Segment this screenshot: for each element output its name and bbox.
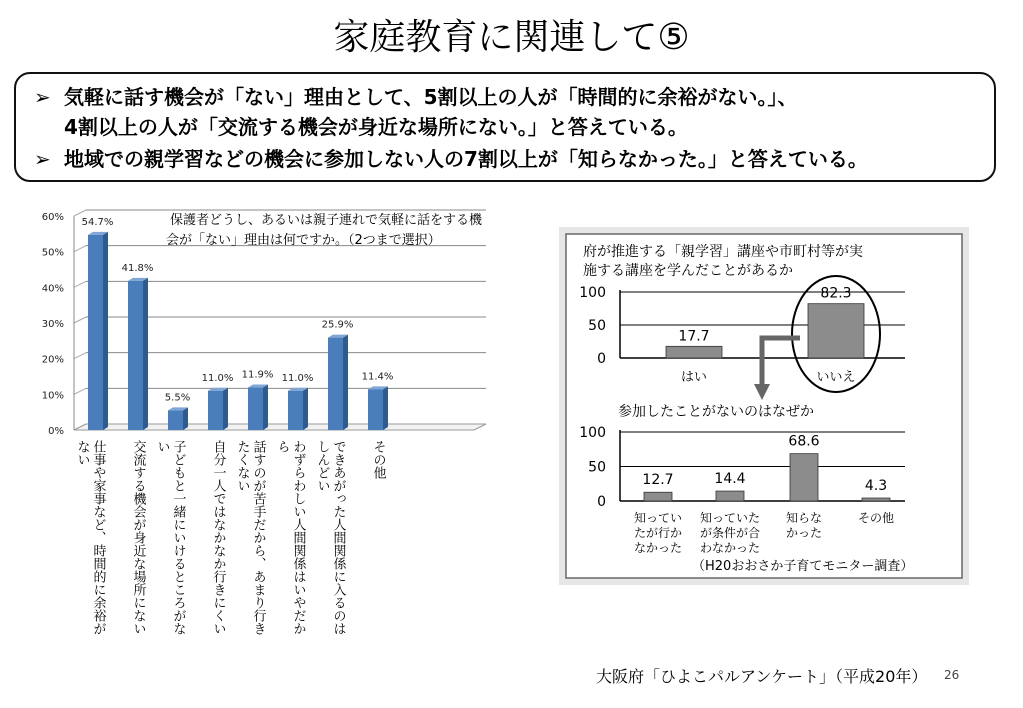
inset-2-y-tick: 0 — [597, 494, 606, 510]
inset-2-category-label: 知ってい — [633, 511, 683, 525]
x-category-label: い — [154, 440, 170, 453]
y-tick-label: 50% — [41, 247, 64, 259]
x-category-label: 子どもと一緒にいけるところがな — [170, 440, 186, 635]
inset-2-category-label: その他 — [857, 511, 895, 525]
y-tick-label: 60% — [41, 212, 64, 223]
y-tick-label: 30% — [41, 319, 64, 330]
bar-value-label: 25.9% — [321, 319, 354, 331]
y-tick-label: 40% — [41, 283, 64, 295]
x-category-label: 話すのが苦手だから、あまり行き — [250, 440, 266, 635]
bar-value-label: 11.0% — [201, 372, 234, 384]
x-category-label: 交流する機会が身近な場所にない — [130, 440, 146, 635]
page-number: 26 — [944, 668, 960, 682]
inset-2-bar — [644, 492, 672, 501]
bullet-1-line-1: 気軽に話す機会が「ない」理由として、5割以上の人が「時間的に余裕がない。」、 — [64, 85, 798, 109]
inset-chart-2-title: 参加したことがないのはなぜか — [618, 404, 814, 420]
bar-value-label: 5.5% — [164, 392, 191, 404]
inset-2-category-label: が条件が合 — [699, 526, 761, 540]
x-category-label: わずらわしい人間関係はいやだか — [290, 440, 306, 635]
inset-2-bar — [862, 498, 890, 501]
inset-2-value-label: 12.7 — [642, 472, 674, 489]
inset-2-category-label: なかった — [633, 541, 683, 555]
y-tick-label: 10% — [41, 390, 64, 402]
inset-2-y-tick: 100 — [579, 425, 606, 441]
inset-chart-1-title-line-2: 施する講座を学んだことがあるか — [583, 263, 793, 279]
inset-2-category-label: かった — [785, 526, 823, 540]
y-tick-label: 20% — [41, 354, 64, 366]
inset-survey-note: （H20おおさか子育てモニター調査） — [692, 559, 914, 574]
inset-2-category-label: たが行か — [633, 526, 683, 540]
bar-value-label: 41.8% — [121, 262, 154, 274]
bar-value-label: 11.0% — [281, 372, 314, 384]
inset-chart-1-title-line-1: 府が推進する「親学習」講座や市町村等が実 — [583, 244, 863, 260]
x-category-label: しんどい — [314, 440, 330, 492]
inset-2-bar — [790, 454, 818, 501]
x-category-label: その他 — [370, 440, 386, 479]
inset-2-value-label: 68.6 — [788, 433, 820, 450]
inset-2-value-label: 14.4 — [714, 471, 746, 488]
source-note: 大阪府「ひよこパルアンケート」（平成20年） — [596, 667, 928, 686]
inset-2-category-label: 知っていた — [699, 511, 761, 525]
bar-value-label: 11.4% — [361, 371, 394, 383]
bullet-1-line-2: 4割以上の人が「交流する機会が身近な場所にない。」と答えている。 — [64, 115, 688, 139]
inset-1-y-tick: 100 — [579, 285, 606, 301]
inset-1-bar — [808, 304, 864, 358]
inset-1-value-label: 82.3 — [820, 285, 852, 302]
inset-1-value-label: 17.7 — [678, 328, 710, 345]
bullet-arrow-icon: ➢ — [34, 85, 51, 109]
slide-title: 家庭教育に関連して⑤ — [333, 17, 690, 58]
bar-value-label: 11.9% — [241, 369, 274, 381]
inset-1-y-tick: 50 — [588, 318, 606, 334]
bullet-arrow-icon: ➢ — [34, 147, 51, 171]
inset-2-y-tick: 50 — [588, 459, 606, 476]
inset-1-y-tick: 0 — [597, 351, 606, 367]
x-category-label: 自分一人ではなかなか行きにくい — [210, 440, 226, 635]
bar-value-label: 54.7% — [81, 216, 114, 228]
x-category-label: 仕事や家事など、時間的に余裕が — [90, 440, 106, 635]
x-category-label: ら — [274, 440, 290, 453]
x-category-label: ない — [74, 440, 90, 466]
inset-2-value-label: 4.3 — [864, 478, 888, 495]
bullet-2-text: 地域での親学習などの機会に参加しない人の7割以上が「知らなかった。」と答えている。 — [64, 147, 868, 171]
inset-2-category-label: 知らな — [785, 511, 823, 525]
inset-2-category-label: わなかった — [699, 541, 761, 555]
chart-title-line-2: 会が「ない」理由は何ですか。（2つまで選択） — [166, 233, 441, 248]
x-category-label: たくない — [234, 440, 250, 492]
inset-2-bar — [716, 491, 744, 501]
y-tick-label: 0% — [48, 426, 64, 437]
inset-1-category-label: いいえ — [816, 370, 856, 385]
chart-title-line-1: 保護者どうし、あるいは親子連れで気軽に話をする機 — [170, 213, 483, 228]
x-category-label: できあがった人間関係に入るのは — [330, 440, 346, 635]
inset-1-bar — [666, 346, 722, 358]
inset-1-category-label: はい — [680, 370, 708, 385]
